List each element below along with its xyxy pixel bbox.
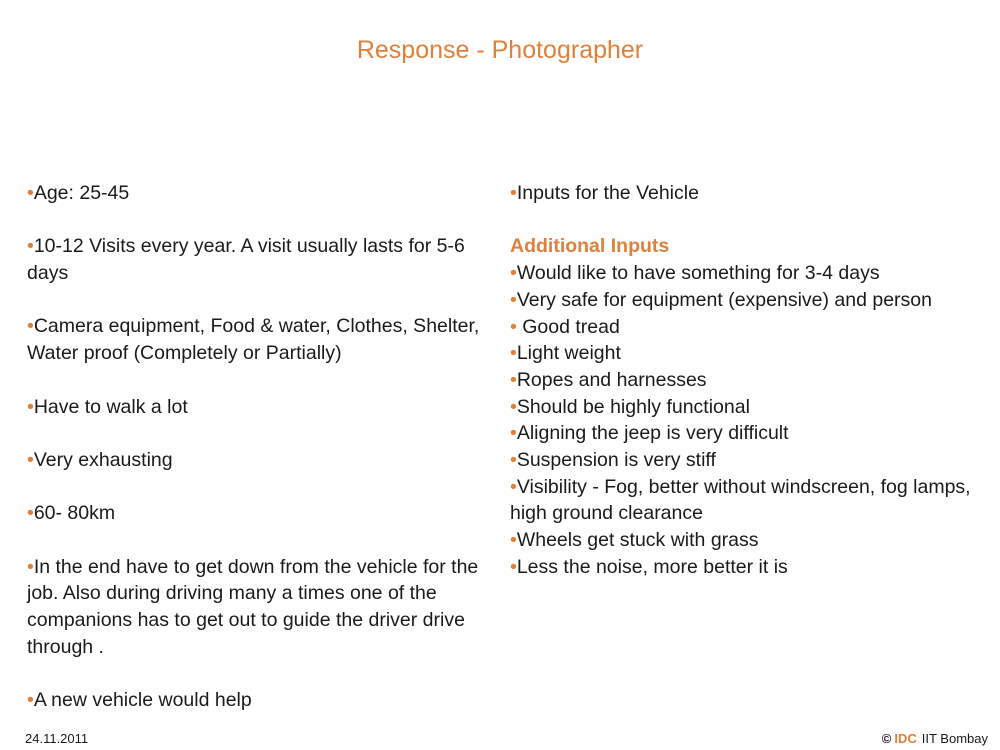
bullet-item-wheels: •Wheels get stuck with grass	[510, 529, 759, 552]
bullet-icon: •	[510, 315, 517, 338]
bullet-item-safety: •Very safe for equipment (expensive) and person	[510, 288, 932, 311]
copyright-icon: ©	[881, 731, 892, 746]
footer-brand	[882, 731, 988, 746]
bullet-icon: •	[27, 182, 34, 204]
institute-name: IIT Bombay	[921, 731, 988, 746]
bullet-item-visibility: •Visibility - Fog, better without windscreen, fog lamps, high ground clearance	[510, 475, 971, 525]
bullet-icon: •	[27, 448, 34, 471]
additional-inputs-heading: Additional Inputs	[510, 235, 670, 258]
bullet-item-get-down: •In the end have to get down from the vehicle for the job. Also during driving many a times one of the companions has to get out to guide the driver drive through .	[27, 555, 479, 658]
left-bullet-list	[27, 180, 487, 714]
bullet-item-suspension: •Suspension is very stiff	[510, 449, 716, 472]
bullet-item-distance: •60- 80km	[27, 502, 116, 525]
bullet-item-duration: •Would like to have something for 3-4 days	[510, 262, 880, 285]
bullet-item-visits: •10-12 Visits every year. A visit usually lasts for 5-6 days	[27, 235, 465, 285]
bullet-icon: •	[510, 529, 517, 552]
idc-logo: IDC	[894, 731, 917, 746]
bullet-icon: •	[27, 235, 34, 258]
bullet-icon: •	[27, 502, 34, 525]
bullet-item-new-vehicle: •A new vehicle would help	[27, 689, 252, 712]
bullet-item-weight: •Light weight	[510, 342, 621, 365]
bullet-icon: •	[27, 395, 34, 418]
bullet-icon: •	[510, 182, 517, 204]
bullet-item-functional: •Should be highly functional	[510, 395, 750, 418]
bullet-item-walk: •Have to walk a lot	[27, 395, 188, 418]
bullet-item-exhausting: •Very exhausting	[27, 448, 173, 471]
bullet-icon: •	[510, 555, 517, 578]
bullet-icon: •	[510, 342, 517, 365]
bullet-icon: •	[510, 395, 517, 418]
bullet-icon: •	[510, 288, 517, 311]
bullet-icon: •	[510, 449, 517, 472]
bullet-icon: •	[27, 315, 34, 338]
bullet-icon: •	[510, 422, 517, 445]
bullet-icon: •	[510, 475, 517, 498]
right-bullet-list	[510, 180, 980, 581]
bullet-item-aligning: •Aligning the jeep is very difficult	[510, 422, 789, 445]
slide-title: Response - Photographer	[356, 36, 644, 64]
bullet-item-tread: • Good tread	[510, 315, 620, 338]
bullet-item-age: •Age: 25-45	[27, 182, 130, 204]
bullet-item-noise: •Less the noise, more better it is	[510, 555, 788, 578]
bullet-item-inputs-intro: •Inputs for the Vehicle	[510, 182, 699, 204]
footer-date: 24.11.2011	[25, 731, 89, 746]
bullet-icon: •	[27, 555, 34, 578]
bullet-icon: •	[510, 262, 517, 285]
bullet-item-ropes: •Ropes and harnesses	[510, 368, 707, 391]
bullet-item-equipment: •Camera equipment, Food & water, Clothes, Shelter, Water proof (Completely or Partially)	[27, 315, 480, 365]
bullet-icon: •	[27, 689, 34, 712]
bullet-icon: •	[510, 368, 517, 391]
